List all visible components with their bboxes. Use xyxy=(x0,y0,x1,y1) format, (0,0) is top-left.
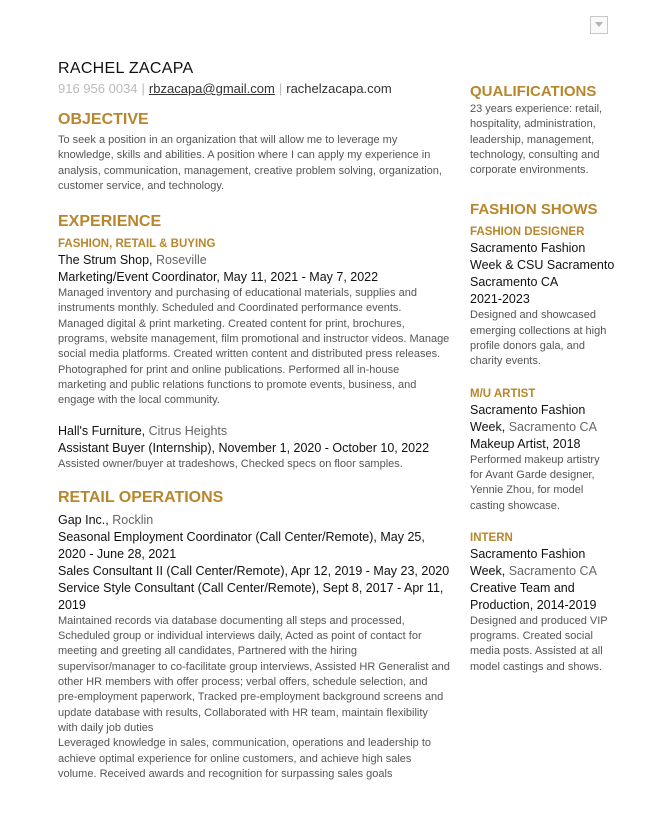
retail-heading: RETAIL OPERATIONS xyxy=(58,488,224,506)
retail-operations-section xyxy=(58,488,450,782)
objective-heading: OBJECTIVE xyxy=(58,111,149,128)
job-description: Maintained records via database documenting all steps and processed, Scheduled group or individual interviews daily, Acted as point of contact for meeting and greeting all candidates, Partnered with the hiring supervisor/manager to co-facilitate group interviews, Assisted HR Generalist and other HR members with offer process; verbal offers, schedule selection, and pre-employment paperwork, Tracked pre-employment background screens and update database with results, Collaborated with HR team, maintain flexibility with daily job duties xyxy=(58,614,450,734)
company-location: Rocklin xyxy=(112,512,154,527)
show-event: Sacramento Fashion Week & CSU Sacramento xyxy=(470,241,615,273)
dropdown-toggle-button[interactable] xyxy=(590,16,608,34)
experience-heading: EXPERIENCE xyxy=(58,213,162,231)
qualifications-text: 23 years experience: retail, hospitality, administration, leadership, management, technology, consulting and corporate environments. xyxy=(470,103,603,177)
job-role: Seasonal Employment Coordinator (Call Center/Remote), May 25, 2020 - June 28, 2021 xyxy=(58,529,425,561)
show-location: Sacramento CA xyxy=(508,419,597,434)
qualifications-heading: QUALIFICATIONS xyxy=(470,83,597,100)
contact-line xyxy=(58,81,392,96)
show-entry xyxy=(470,224,615,369)
show-role-heading: M/U ARTIST xyxy=(470,387,536,400)
job-company-line xyxy=(58,423,450,440)
show-entry xyxy=(470,386,615,514)
company-name: The Strum Shop, xyxy=(58,253,153,268)
show-event: Sacramento Fashion Week, xyxy=(470,546,586,578)
main-column xyxy=(58,110,450,782)
phone-number: 916 956 0034 xyxy=(58,81,138,96)
job-description: Assisted owner/buyer at tradeshows, Checked specs on floor samples. xyxy=(58,457,403,470)
company-name: Hall's Furniture, xyxy=(58,423,146,438)
objective-text: To seek a position in an organization that will allow me to leverage my knowledge, skills and abilities. A position where I can apply my experience in analysis, communication, management, creative problem solving, organization, customer service, and technology. xyxy=(58,134,442,192)
show-event: Sacramento Fashion Week, xyxy=(470,402,586,434)
show-detail: 2021-2023 xyxy=(470,292,530,307)
show-role-heading: FASHION DESIGNER xyxy=(470,226,585,239)
qualifications-section xyxy=(470,82,615,178)
show-role-heading: INTERN xyxy=(470,531,513,544)
show-detail: Creative Team and Production, 2014-2019 xyxy=(470,580,597,612)
job-company-line xyxy=(58,252,450,269)
candidate-name: RACHEL ZACAPA xyxy=(58,60,194,77)
side-column xyxy=(470,82,615,675)
company-location: Citrus Heights xyxy=(148,423,228,438)
show-event-line xyxy=(470,402,615,436)
job-description: Managed inventory and purchasing of educational materials, supplies and instruments monthly. Scheduled and Coordinated performance events. Managed digital & print marketing. Created content for print, brochures, programs, website management, film promotional and instructor videos. Manage social media platforms. Created written content and distributed press releases. Photographed for print and online publications. Performed all in-house marketing and public relations functions to promote events, business, and engage with the local community. xyxy=(58,287,450,407)
fashion-shows-section xyxy=(470,200,615,675)
job-entry xyxy=(58,423,450,472)
job-company-line xyxy=(58,512,450,529)
company-name: Gap Inc., xyxy=(58,512,109,527)
show-location: Sacramento CA xyxy=(508,563,597,578)
job-role: Service Style Consultant (Call Center/Remote), Sept 8, 2017 - Apr 11, 2019 xyxy=(58,580,444,612)
job-role: Assistant Buyer (Internship), November 1, 2020 - October 10, 2022 xyxy=(58,440,430,455)
job-description: Leveraged knowledge in sales, communication, operations and leadership to achieve optimal experience for online customers, and achieve high sales volume. Received awards and recognition for surpassing sales goals xyxy=(58,737,432,780)
show-description: Performed makeup artistry for Avant Garde designer, Yennie Zhou, for model casting showcase. xyxy=(470,453,600,512)
show-description: Designed and produced VIP programs. Created social media posts. Assisted at all model castings and shows. xyxy=(470,614,608,673)
job-role: Marketing/Event Coordinator, May 11, 2021 - May 7, 2022 xyxy=(58,270,379,285)
objective-section xyxy=(58,110,450,194)
website-link[interactable]: rachelzacapa.com xyxy=(286,81,392,96)
job-role: Sales Consultant II (Call Center/Remote), Apr 12, 2019 - May 23, 2020 xyxy=(58,563,450,578)
email-link[interactable]: rbzacapa@gmail.com xyxy=(148,81,275,96)
chevron-down-icon xyxy=(594,21,604,29)
experience-subheading: FASHION, RETAIL & BUYING xyxy=(58,238,216,251)
experience-section xyxy=(58,212,450,472)
show-detail: Makeup Artist, 2018 xyxy=(470,436,581,451)
company-location: Roseville xyxy=(155,253,207,268)
separator: | xyxy=(278,81,283,96)
fashion-shows-heading: FASHION SHOWS xyxy=(470,201,598,219)
show-location: Sacramento CA xyxy=(470,275,559,290)
show-event-line xyxy=(470,546,615,580)
separator: | xyxy=(141,81,145,96)
show-entry xyxy=(470,530,615,675)
job-entry xyxy=(58,252,450,408)
show-description: Designed and showcased emerging collections at high profile donors gala, and charity events. xyxy=(470,309,607,368)
